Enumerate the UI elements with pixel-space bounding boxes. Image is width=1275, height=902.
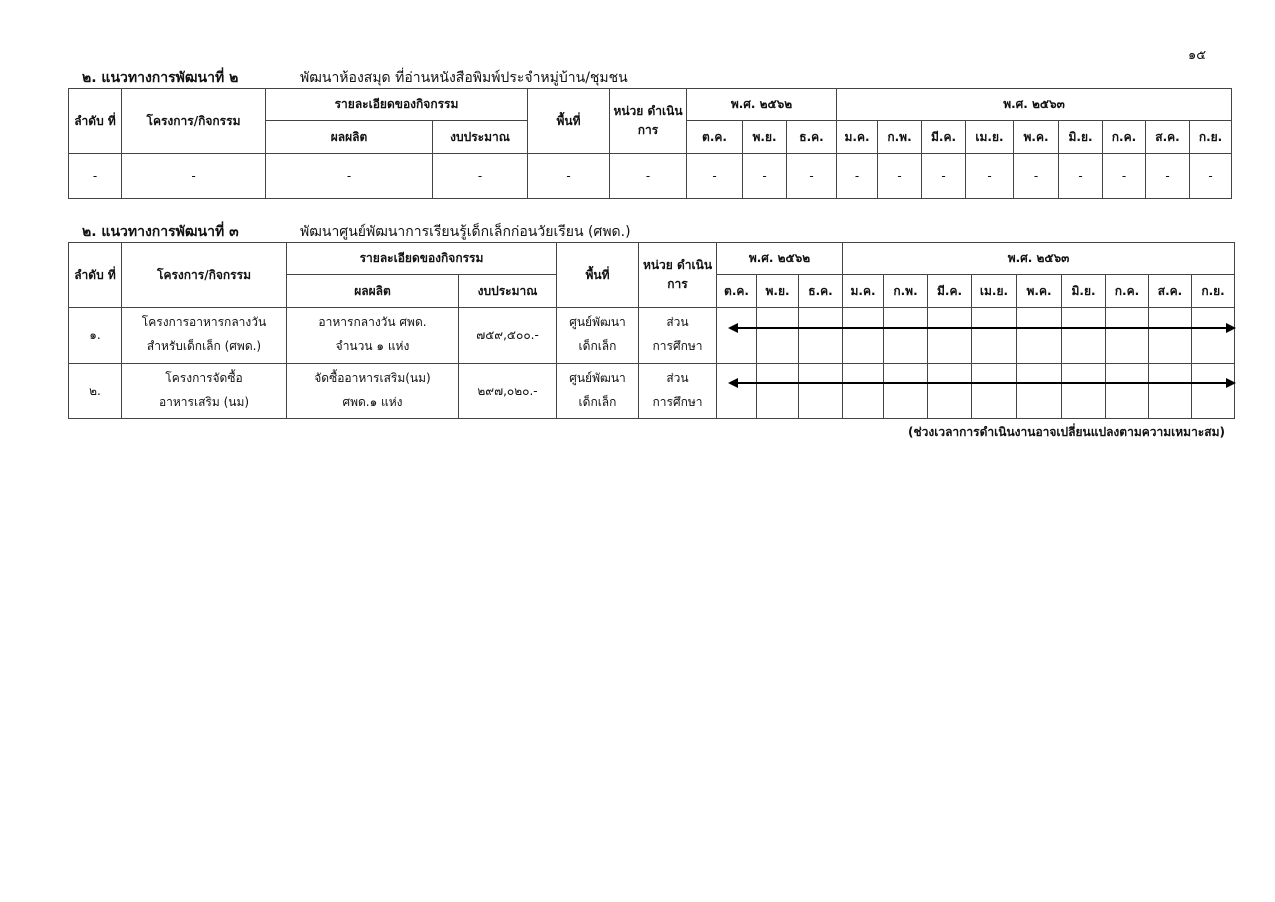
- timeline-cell: [717, 308, 757, 364]
- month-header: ม.ค.: [843, 275, 884, 308]
- timeline-cell: [1017, 308, 1062, 364]
- header-unit: หน่วย ดำเนินการ: [639, 243, 717, 308]
- month-header: ก.ค.: [1106, 275, 1149, 308]
- row-output: [287, 364, 459, 419]
- row-project-line: โครงการอาหารกลางวัน: [141, 315, 267, 329]
- row-output-line: อาหารกลางวัน ศพด.: [318, 315, 427, 329]
- empty-cell: -: [1059, 154, 1103, 199]
- empty-cell: -: [837, 154, 878, 199]
- month-header: ต.ค.: [717, 275, 757, 308]
- month-header: ธ.ค.: [787, 121, 837, 154]
- month-header: ก.พ.: [884, 275, 928, 308]
- timeline-cell: [928, 308, 972, 364]
- timeline-cell: [1192, 364, 1235, 419]
- timeline-cell: [1062, 308, 1106, 364]
- empty-cell: -: [610, 154, 687, 199]
- page-number: ๑๕: [1188, 48, 1207, 63]
- timeline-cell: [1106, 364, 1149, 419]
- row-unit-line: การศึกษา: [652, 395, 703, 409]
- timeline-cell: [757, 364, 799, 419]
- timeline-cell: [1149, 364, 1192, 419]
- header-area: พื้นที่: [528, 89, 610, 154]
- row-project-line: โครงการจัดซื้อ: [165, 371, 243, 385]
- row-project: [122, 308, 287, 364]
- month-header: ก.ย.: [1192, 275, 1235, 308]
- row-project: [122, 364, 287, 419]
- month-header: พ.ย.: [757, 275, 799, 308]
- header-order: ลำดับ ที่: [69, 243, 122, 308]
- month-header: ก.พ.: [878, 121, 922, 154]
- section-1-heading: [82, 67, 628, 89]
- month-header: ม.ค.: [837, 121, 878, 154]
- timeline-cell: [843, 364, 884, 419]
- empty-cell: -: [1014, 154, 1059, 199]
- row-order: ๒.: [69, 364, 122, 419]
- month-header: ส.ค.: [1146, 121, 1190, 154]
- row-unit-line: การศึกษา: [652, 339, 703, 353]
- header-details: รายละเอียดของกิจกรรม: [287, 243, 557, 275]
- timeline-cell: [757, 308, 799, 364]
- row-output-line: จัดซื้ออาหารเสริม(นม): [314, 371, 431, 385]
- row-unit: [639, 308, 717, 364]
- header-year-2562: พ.ศ. ๒๕๖๒: [687, 89, 837, 121]
- header-year-2563: พ.ศ. ๒๕๖๓: [837, 89, 1232, 121]
- row-order: ๑.: [69, 308, 122, 364]
- month-header: ก.ค.: [1103, 121, 1146, 154]
- row-unit: [639, 364, 717, 419]
- month-header: พ.ค.: [1014, 121, 1059, 154]
- month-header: ต.ค.: [687, 121, 743, 154]
- empty-cell: -: [1146, 154, 1190, 199]
- row-area-line: เด็กเล็ก: [578, 339, 617, 353]
- month-header: มี.ค.: [928, 275, 972, 308]
- empty-cell: -: [1190, 154, 1232, 199]
- month-header: มิ.ย.: [1062, 275, 1106, 308]
- row-output: [287, 308, 459, 364]
- table-row: [69, 308, 1235, 364]
- header-year-2562: พ.ศ. ๒๕๖๒: [717, 243, 843, 275]
- month-header: ธ.ค.: [799, 275, 843, 308]
- empty-cell: -: [1103, 154, 1146, 199]
- timeline-cell: [799, 364, 843, 419]
- timeline-cell: [1192, 308, 1235, 364]
- row-output-line: ศพด.๑ แห่ง: [342, 395, 403, 409]
- header-area: พื้นที่: [557, 243, 639, 308]
- row-area: [557, 364, 639, 419]
- timeline-cell: [799, 308, 843, 364]
- footnote: (ช่วงเวลาการดำเนินงานอาจเปลี่ยนแปลงตามความเหมาะสม): [908, 425, 1225, 439]
- empty-cell: -: [266, 154, 433, 199]
- timeline-cell: [1062, 364, 1106, 419]
- timeline-cell: [1106, 308, 1149, 364]
- month-header: มิ.ย.: [1059, 121, 1103, 154]
- header-project: โครงการ/กิจกรรม: [122, 89, 266, 154]
- row-area-line: ศูนย์พัฒนา: [569, 371, 626, 385]
- row-project-line: อาหารเสริม (นม): [158, 395, 250, 409]
- row-unit-line: ส่วน: [666, 315, 689, 329]
- header-budget: งบประมาณ: [459, 275, 557, 308]
- month-header: มี.ค.: [922, 121, 966, 154]
- month-header: เม.ย.: [972, 275, 1017, 308]
- empty-cell: -: [743, 154, 787, 199]
- timeline-cell: [717, 364, 757, 419]
- section-1-description: พัฒนาห้องสมุด ที่อ่านหนังสือพิมพ์ประจำหมู่บ้าน/ชุมชน: [300, 70, 628, 86]
- month-header: ก.ย.: [1190, 121, 1232, 154]
- empty-cell: -: [433, 154, 528, 199]
- timeline-cell: [972, 308, 1017, 364]
- month-header: พ.ค.: [1017, 275, 1062, 308]
- row-area-line: ศูนย์พัฒนา: [569, 315, 626, 329]
- empty-cell: -: [122, 154, 266, 199]
- timeline-cell: [843, 308, 884, 364]
- empty-cell: -: [69, 154, 122, 199]
- empty-cell: -: [922, 154, 966, 199]
- row-area: [557, 308, 639, 364]
- header-output: ผลผลิต: [266, 121, 433, 154]
- header-budget: งบประมาณ: [433, 121, 528, 154]
- month-header: ส.ค.: [1149, 275, 1192, 308]
- section-1-title: ๒. แนวทางการพัฒนาที่ ๒: [82, 70, 239, 86]
- header-details: รายละเอียดของกิจกรรม: [266, 89, 528, 121]
- timeline-cell: [1149, 308, 1192, 364]
- row-budget: ๗๕๙,๕๐๐.-: [459, 308, 557, 364]
- plan-table-2: [68, 242, 1235, 419]
- row-project-line: สำหรับเด็กเล็ก (ศพด.): [146, 339, 262, 353]
- row-budget: ๒๙๗,๐๒๐.-: [459, 364, 557, 419]
- timeline-cell: [884, 364, 928, 419]
- header-project: โครงการ/กิจกรรม: [122, 243, 287, 308]
- table-row: [69, 364, 1235, 419]
- timeline-cell: [1017, 364, 1062, 419]
- timeline-cell: [884, 308, 928, 364]
- empty-cell: -: [687, 154, 743, 199]
- section-2-description: พัฒนาศูนย์พัฒนาการเรียนรู้เด็กเล็กก่อนวัยเรียน (ศพด.): [300, 224, 631, 240]
- month-header: เม.ย.: [966, 121, 1014, 154]
- header-order: ลำดับ ที่: [69, 89, 122, 154]
- section-2-heading: [82, 221, 631, 243]
- row-output-line: จำนวน ๑ แห่ง: [335, 339, 410, 353]
- plan-table-1: [68, 88, 1232, 199]
- row-area-line: เด็กเล็ก: [578, 395, 617, 409]
- timeline-cell: [972, 364, 1017, 419]
- month-header: พ.ย.: [743, 121, 787, 154]
- empty-cell: -: [528, 154, 610, 199]
- empty-cell: -: [878, 154, 922, 199]
- header-unit: หน่วย ดำเนินการ: [610, 89, 687, 154]
- section-2-title: ๒. แนวทางการพัฒนาที่ ๓: [82, 224, 239, 240]
- timeline-cell: [928, 364, 972, 419]
- header-output: ผลผลิต: [287, 275, 459, 308]
- empty-cell: -: [787, 154, 837, 199]
- header-year-2563: พ.ศ. ๒๕๖๓: [843, 243, 1235, 275]
- empty-cell: -: [966, 154, 1014, 199]
- row-unit-line: ส่วน: [666, 371, 689, 385]
